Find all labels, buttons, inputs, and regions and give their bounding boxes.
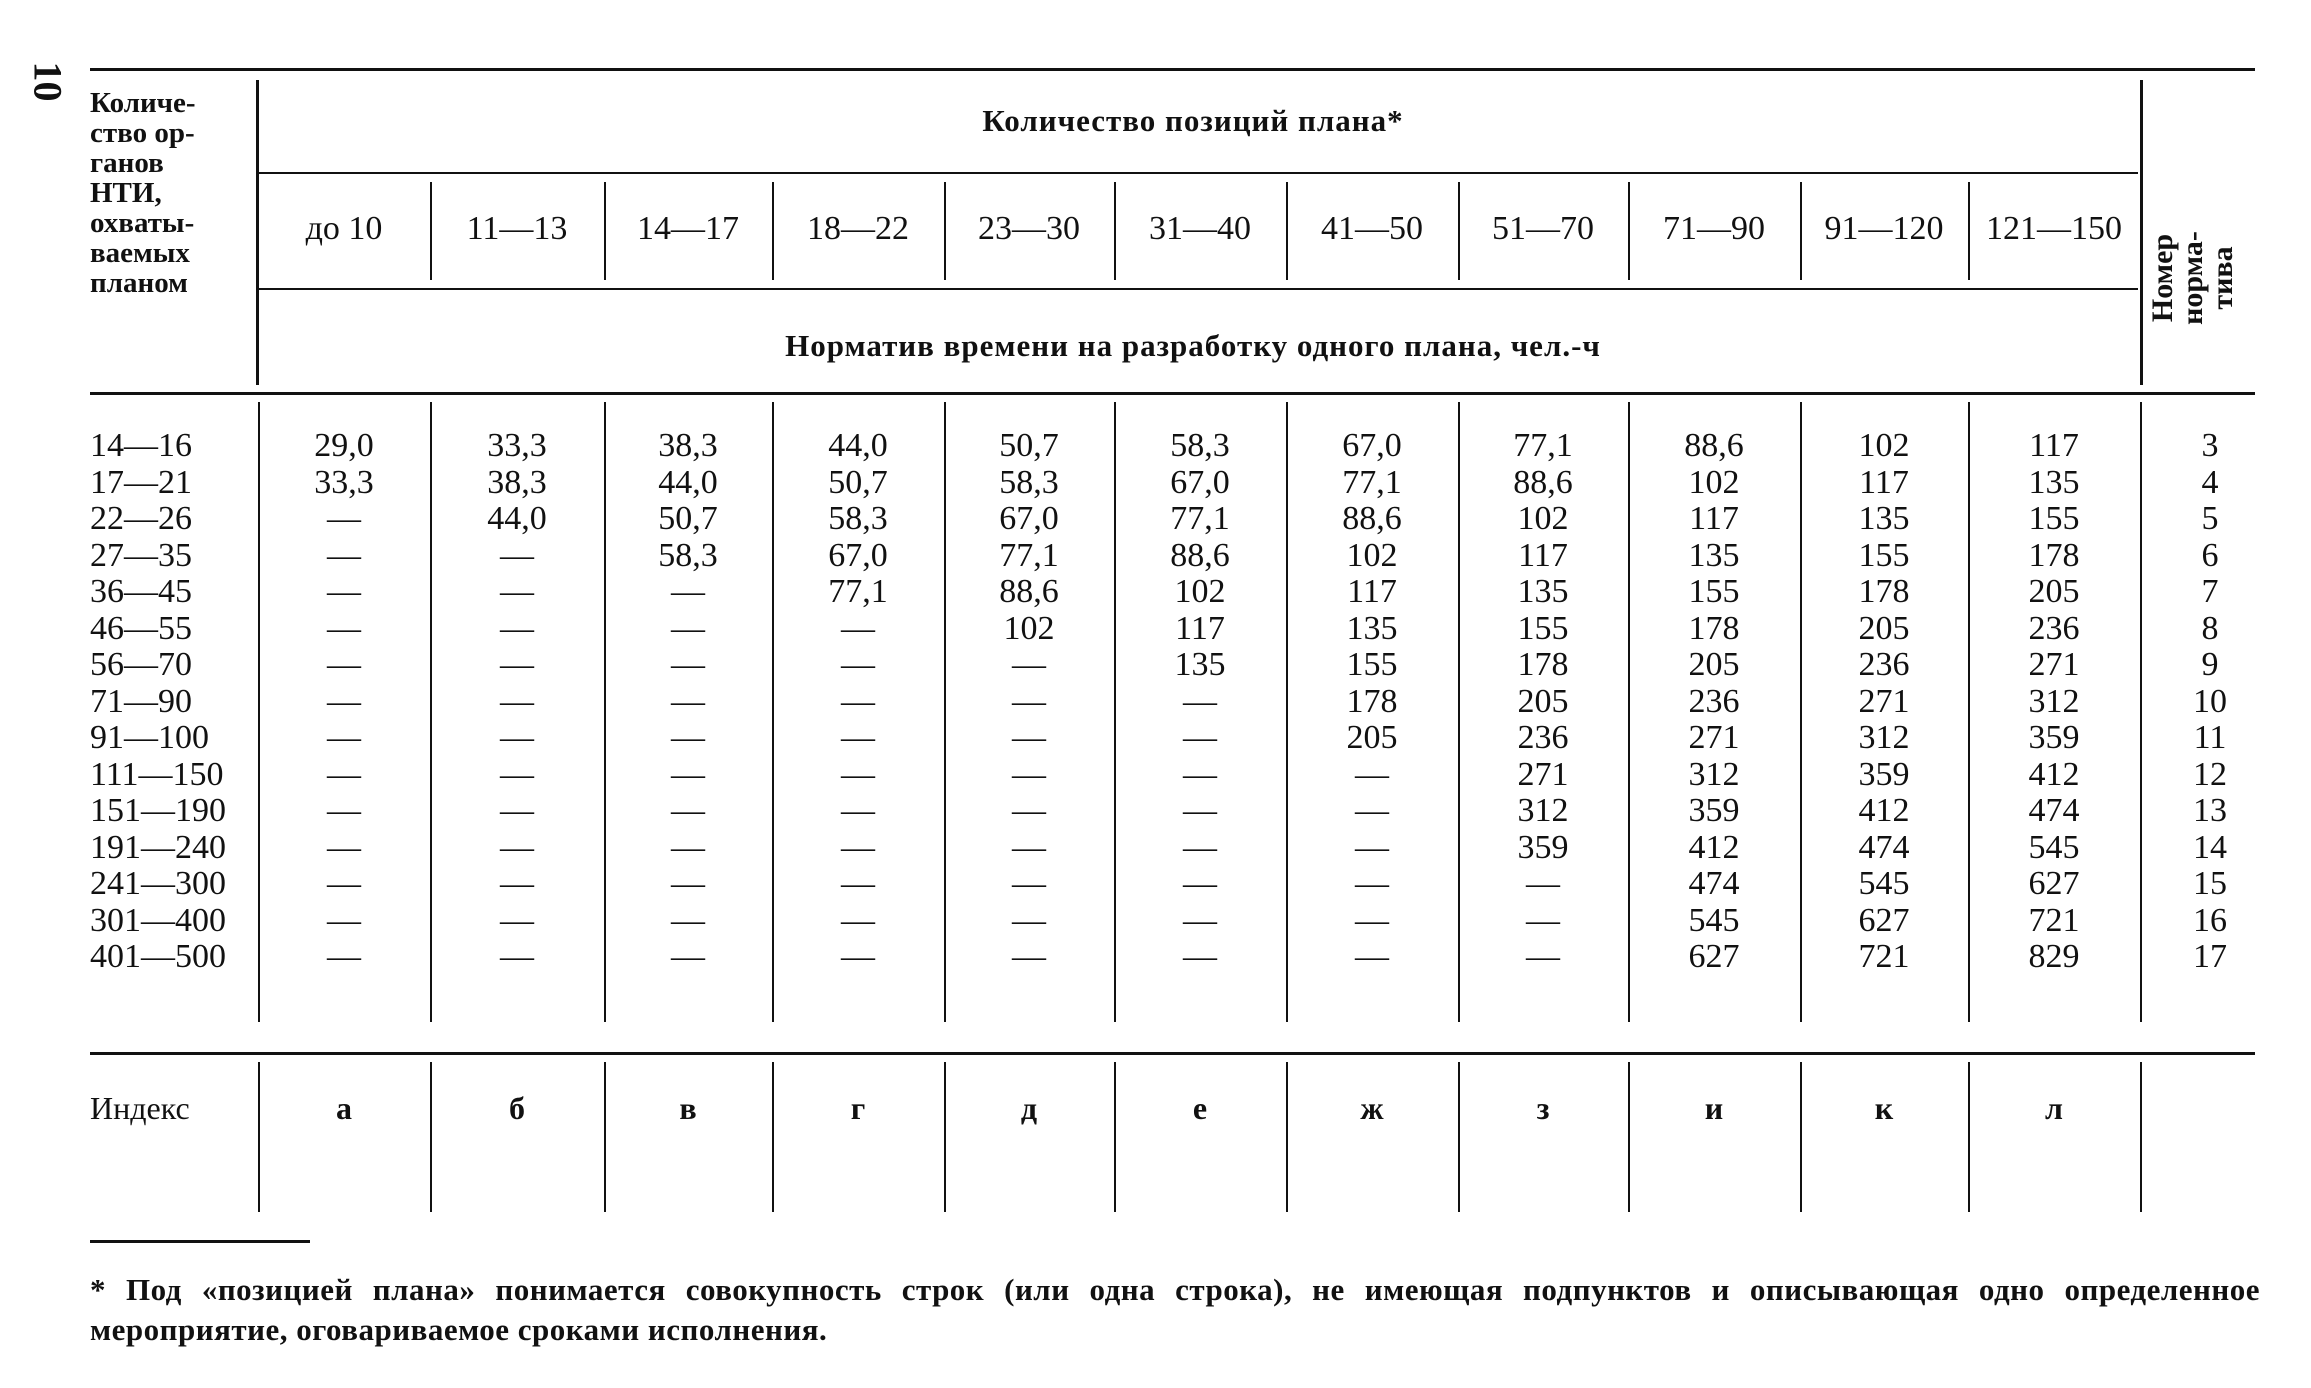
- column-header-rule: [258, 288, 2138, 290]
- index-cell: г: [850, 1090, 866, 1126]
- table-cell: 44,0: [658, 463, 718, 501]
- table-cell: —: [1012, 901, 1046, 939]
- column-header: 51—70: [1492, 210, 1594, 247]
- table-cell: 102: [1003, 609, 1055, 647]
- table-cell: 359: [1858, 755, 1910, 793]
- table-cell: —: [1183, 828, 1217, 866]
- row-label: 111—150: [90, 755, 224, 793]
- table-cell: 88,6: [1684, 427, 1744, 464]
- stub-header: Количе- ство ор- ганов НТИ, охваты- ваемых планом: [90, 87, 196, 299]
- table-cell: 155: [1346, 646, 1398, 683]
- table-cell: —: [841, 792, 875, 829]
- table-cell: —: [500, 609, 534, 647]
- table-cell: —: [1012, 646, 1046, 683]
- table-cell: —: [841, 828, 875, 866]
- index-cell: к: [1874, 1090, 1894, 1126]
- table-cell: 102: [1688, 463, 1740, 501]
- norm-number: 9: [2201, 646, 2219, 683]
- footnote-rule: [90, 1240, 310, 1243]
- table-cell: —: [1355, 755, 1389, 793]
- table-cell: —: [841, 682, 875, 720]
- table-cell: 236: [1517, 719, 1569, 756]
- table-cell: 117: [1689, 500, 1739, 537]
- table-cell: —: [1183, 865, 1217, 902]
- row-label: 301—400: [90, 901, 226, 939]
- index-cell: л: [2045, 1090, 2063, 1126]
- table-cell: 88,6: [1513, 463, 1573, 501]
- table-cell: —: [1012, 682, 1046, 720]
- table-cell: 67,0: [999, 500, 1059, 537]
- table-cell: 117: [1859, 463, 1909, 501]
- row-label: 17—21: [90, 463, 192, 501]
- norm-number: 7: [2201, 573, 2219, 610]
- table-cell: 312: [1688, 755, 1740, 793]
- table-cell: 829: [2028, 938, 2080, 975]
- table-cell: —: [671, 646, 705, 683]
- table-cell: 77,1: [1513, 427, 1573, 464]
- table-cell: 102: [1174, 573, 1226, 610]
- table-cell: —: [327, 682, 361, 720]
- table-cell: 178: [2028, 536, 2080, 574]
- row-label: 401—500: [90, 938, 226, 975]
- table-cell: —: [1526, 901, 1560, 939]
- table-cell: 178: [1688, 609, 1740, 647]
- table-cell: 102: [1346, 536, 1398, 574]
- table-cell: 58,3: [999, 463, 1059, 501]
- table-cell: —: [1183, 938, 1217, 975]
- norm-number: 14: [2193, 828, 2227, 866]
- norm-number-header-text: Номер норма- тива: [2146, 231, 2239, 325]
- table-cell: 38,3: [487, 463, 547, 501]
- table-cell: 44,0: [828, 427, 888, 464]
- table-cell: 359: [1688, 792, 1740, 829]
- table-cell: 271: [1517, 755, 1569, 793]
- index-label: Индекс: [90, 1090, 190, 1126]
- page-number: 10: [25, 61, 71, 102]
- table-cell: —: [1012, 755, 1046, 793]
- table-cell: —: [500, 573, 534, 610]
- table-cell: 312: [2028, 682, 2080, 720]
- index-column-divider: [772, 1062, 774, 1212]
- table-cell: —: [327, 828, 361, 866]
- table-cell: —: [841, 719, 875, 756]
- table-cell: 58,3: [658, 536, 718, 574]
- table-cell: 205: [2028, 573, 2080, 610]
- table-cell: 88,6: [1342, 500, 1402, 537]
- table-cell: 44,0: [487, 500, 547, 537]
- table-cell: 33,3: [487, 427, 547, 464]
- table-cell: 271: [2028, 646, 2080, 683]
- table-cell: —: [671, 828, 705, 866]
- norm-number: 11: [2193, 719, 2227, 756]
- table-cell: 135: [2028, 463, 2080, 501]
- table-cell: 236: [2028, 609, 2080, 647]
- norm-number: 12: [2193, 755, 2227, 793]
- table-cell: —: [1012, 865, 1046, 902]
- norm-number: 8: [2201, 609, 2219, 647]
- row-label: 27—35: [90, 536, 192, 574]
- table-cell: —: [1183, 719, 1217, 756]
- table-cell: —: [1012, 828, 1046, 866]
- table-cell: 50,7: [828, 463, 888, 501]
- table-cell: —: [1183, 682, 1217, 720]
- table-cell: 205: [1346, 719, 1398, 756]
- column-header: 41—50: [1321, 210, 1423, 247]
- table-cell: —: [671, 938, 705, 975]
- index-column-divider: [430, 1062, 432, 1212]
- table-cell: 67,0: [1170, 463, 1230, 501]
- table-cell: —: [841, 755, 875, 793]
- footnote: * Под «позицией плана» понимается совокупность строк (или одна строка), не имеющая подпунктов и описывающая одно определенное мероприятие, оговариваемое сроками исполнения.: [90, 1272, 2260, 1347]
- norm-number: 17: [2193, 938, 2227, 975]
- norm-number: 5: [2201, 500, 2219, 537]
- table-cell: 205: [1688, 646, 1740, 683]
- row-label: 241—300: [90, 865, 226, 902]
- table-cell: —: [327, 536, 361, 574]
- table-cell: 178: [1346, 682, 1398, 720]
- norm-number: 15: [2193, 865, 2227, 902]
- table-cell: 58,3: [828, 500, 888, 537]
- table-cell: —: [500, 901, 534, 939]
- table-cell: 178: [1517, 646, 1569, 683]
- table-cell: 77,1: [999, 536, 1059, 574]
- index-column-divider: [258, 1062, 260, 1212]
- table-cell: 155: [2028, 500, 2080, 537]
- index-cell: и: [1704, 1090, 1724, 1126]
- table-cell: —: [1355, 792, 1389, 829]
- table-cell: —: [671, 901, 705, 939]
- table-cell: 67,0: [828, 536, 888, 574]
- index-column-divider: [1286, 1062, 1288, 1212]
- table-cell: —: [671, 792, 705, 829]
- table-cell: —: [327, 609, 361, 647]
- table-cell: 135: [1858, 500, 1910, 537]
- table-cell: 135: [1517, 573, 1569, 610]
- index-cell: з: [1536, 1090, 1550, 1126]
- table-cell: 312: [1858, 719, 1910, 756]
- table-cell: 205: [1517, 682, 1569, 720]
- table-cell: —: [1355, 901, 1389, 939]
- index-column-divider: [2140, 1062, 2142, 1212]
- table-cell: 412: [1688, 828, 1740, 866]
- table-cell: —: [500, 865, 534, 902]
- table-cell: 155: [1688, 573, 1740, 610]
- table-cell: —: [327, 792, 361, 829]
- index-column-divider: [1458, 1062, 1460, 1212]
- table-cell: —: [500, 828, 534, 866]
- norm-number: 6: [2201, 536, 2219, 574]
- table-cell: 627: [1858, 901, 1910, 939]
- norm-number: 3: [2201, 427, 2219, 464]
- table-cell: 33,3: [314, 463, 374, 501]
- index-cell: д: [1020, 1090, 1038, 1126]
- table-cell: —: [1183, 755, 1217, 793]
- table-cell: 359: [1517, 828, 1569, 866]
- table-cell: 412: [1858, 792, 1910, 829]
- table-cell: 236: [1688, 682, 1740, 720]
- table-cell: —: [1183, 901, 1217, 939]
- table-cell: —: [1355, 828, 1389, 866]
- table-cell: 50,7: [658, 500, 718, 537]
- table-cell: 721: [2028, 901, 2080, 939]
- column-header: до 10: [305, 210, 383, 247]
- table-cell: 135: [1174, 646, 1226, 683]
- column-header: 31—40: [1149, 210, 1251, 247]
- table-cell: 155: [1858, 536, 1910, 574]
- column-header: 91—120: [1824, 210, 1944, 247]
- table-cell: 359: [2028, 719, 2080, 756]
- table-cell: 178: [1858, 573, 1910, 610]
- table-cell: —: [500, 682, 534, 720]
- norm-number: 13: [2193, 792, 2227, 829]
- table-cell: —: [841, 865, 875, 902]
- table-cell: 312: [1517, 792, 1569, 829]
- table-cell: —: [671, 682, 705, 720]
- row-label: 36—45: [90, 573, 192, 610]
- table-cell: 412: [2028, 755, 2080, 793]
- row-label: 56—70: [90, 646, 192, 683]
- group-header: Количество позиций плана*: [982, 103, 1404, 138]
- column-header: 11—13: [466, 210, 568, 247]
- column-header: 18—22: [807, 210, 909, 247]
- table-cell: 117: [2029, 427, 2079, 464]
- norm-number: 10: [2193, 682, 2227, 720]
- table-cell: 271: [1688, 719, 1740, 756]
- index-cell: ж: [1360, 1090, 1384, 1126]
- table-cell: —: [1526, 865, 1560, 902]
- table-cell: 271: [1858, 682, 1910, 720]
- table-cell: —: [1355, 865, 1389, 902]
- table-cell: —: [500, 536, 534, 574]
- table-cell: 117: [1518, 536, 1568, 574]
- table-cell: —: [671, 719, 705, 756]
- column-header: 121—150: [1986, 210, 2122, 247]
- table-cell: 135: [1346, 609, 1398, 647]
- table-cell: —: [1355, 938, 1389, 975]
- table-cell: 58,3: [1170, 427, 1230, 464]
- table-cell: —: [841, 938, 875, 975]
- table-cell: —: [500, 938, 534, 975]
- table-cell: 545: [1858, 865, 1910, 902]
- table-cell: 117: [1175, 609, 1225, 647]
- table-cell: —: [1012, 792, 1046, 829]
- table-cell: —: [671, 865, 705, 902]
- column-header: 14—17: [637, 210, 739, 247]
- table-cell: 117: [1347, 573, 1397, 610]
- row-label: 14—16: [90, 427, 192, 464]
- row-label: 91—100: [90, 719, 209, 756]
- table-cell: —: [327, 938, 361, 975]
- table-cell: —: [327, 865, 361, 902]
- index-cell: б: [509, 1090, 525, 1126]
- table-cell: 627: [1688, 938, 1740, 975]
- table-cell: 67,0: [1342, 427, 1402, 464]
- table-cell: —: [1012, 938, 1046, 975]
- table-cell: 77,1: [1170, 500, 1230, 537]
- table-cell: —: [1183, 792, 1217, 829]
- table-cell: 77,1: [828, 573, 888, 610]
- index-column-divider: [1628, 1062, 1630, 1212]
- norm-number-header: [2138, 138, 2248, 418]
- index-column-divider: [604, 1062, 606, 1212]
- row-label: 191—240: [90, 828, 226, 866]
- table-cell: —: [1012, 719, 1046, 756]
- table-cell: 721: [1858, 938, 1910, 975]
- table-cell: 88,6: [1170, 536, 1230, 574]
- table-cell: —: [671, 755, 705, 793]
- row-label: 71—90: [90, 682, 192, 720]
- table-cell: 29,0: [314, 427, 374, 464]
- table-cell: 545: [1688, 901, 1740, 939]
- body-bottom-rule: [90, 1052, 2255, 1055]
- norm-number: 4: [2201, 463, 2219, 501]
- table-cell: —: [327, 719, 361, 756]
- column-header: 71—90: [1663, 210, 1765, 247]
- index-cell: а: [336, 1090, 352, 1126]
- group-header-rule: [258, 172, 2138, 174]
- index-column-divider: [944, 1062, 946, 1212]
- index-cell: е: [1192, 1090, 1208, 1126]
- table-cell: 50,7: [999, 427, 1059, 464]
- table-cell: —: [841, 609, 875, 647]
- table-cell: 545: [2028, 828, 2080, 866]
- table-cell: —: [327, 500, 361, 537]
- index-cell: в: [679, 1090, 697, 1126]
- row-label: 22—26: [90, 500, 192, 537]
- table-cell: 236: [1858, 646, 1910, 683]
- table-cell: —: [500, 719, 534, 756]
- row-label: 46—55: [90, 609, 192, 647]
- table-cell: —: [327, 646, 361, 683]
- table-cell: 205: [1858, 609, 1910, 647]
- header-bottom-rule: [90, 392, 2255, 395]
- table-cell: —: [841, 646, 875, 683]
- table-cell: 474: [2028, 792, 2080, 829]
- table-cell: 102: [1858, 427, 1910, 464]
- table-cell: —: [671, 573, 705, 610]
- table-cell: —: [671, 609, 705, 647]
- table-cell: 155: [1517, 609, 1569, 647]
- norm-number: 16: [2193, 901, 2227, 939]
- table-cell: —: [500, 792, 534, 829]
- table-cell: 135: [1688, 536, 1740, 574]
- index-column-divider: [1968, 1062, 1970, 1212]
- table-cell: —: [500, 646, 534, 683]
- top-rule: [90, 68, 2255, 71]
- table-cell: 474: [1858, 828, 1910, 866]
- table-cell: —: [841, 901, 875, 939]
- table-cell: 77,1: [1342, 463, 1402, 501]
- table-cell: 474: [1688, 865, 1740, 902]
- table-cell: —: [500, 755, 534, 793]
- column-header: 23—30: [978, 210, 1080, 247]
- table-cell: —: [327, 573, 361, 610]
- sub-header: Норматив времени на разработку одного плана, чел.-ч: [785, 328, 1601, 363]
- table-cell: 627: [2028, 865, 2080, 902]
- table-cell: —: [327, 755, 361, 793]
- table-cell: —: [1526, 938, 1560, 975]
- table-cell: —: [327, 901, 361, 939]
- index-column-divider: [1800, 1062, 1802, 1212]
- row-label: 151—190: [90, 792, 226, 829]
- table-cell: 88,6: [999, 573, 1059, 610]
- table-cell: 102: [1517, 500, 1569, 537]
- index-column-divider: [1114, 1062, 1116, 1212]
- table-cell: 38,3: [658, 427, 718, 464]
